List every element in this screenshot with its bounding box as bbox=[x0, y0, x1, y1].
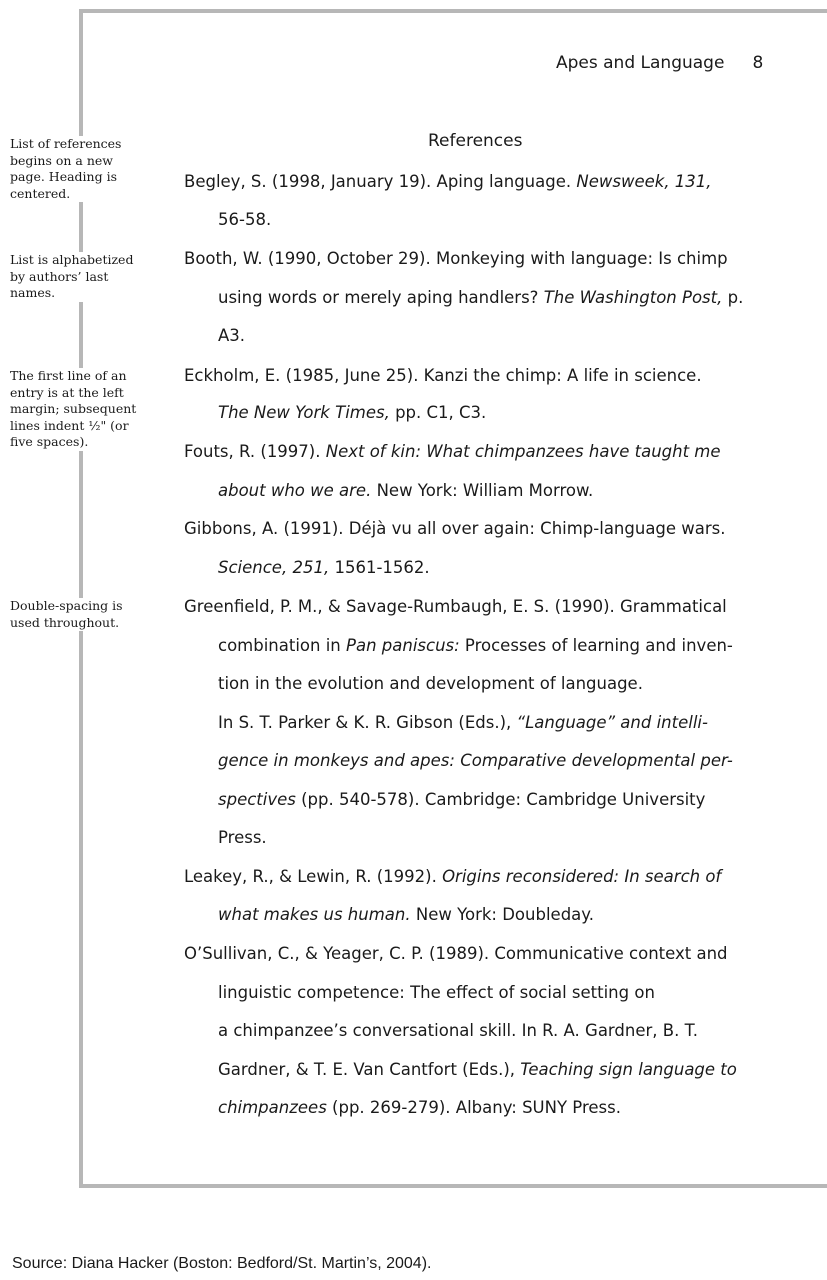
references-heading: References bbox=[428, 131, 523, 151]
entry-osullivan-line-1: O’Sullivan, C., & Yeager, C. P. (1989). Communicative context and bbox=[184, 944, 728, 963]
entry-begley-line-2: 56-58. bbox=[218, 210, 272, 229]
entry-booth-line-2: using words or merely aping handlers? The Washington Post, p. bbox=[218, 288, 744, 307]
entry-gibbons-line-1: Gibbons, A. (1991). Déjà vu all over again: Chimp-language wars. bbox=[184, 519, 726, 538]
entry-booth-line-3: A3. bbox=[218, 326, 246, 345]
margin-note-indent: The first line of an entry is at the left margin; subsequent lines indent ½" (or five spaces). bbox=[10, 368, 140, 451]
source-caption: Source: Diana Hacker (Boston: Bedford/St. Martin’s, 2004). bbox=[12, 1255, 432, 1272]
entry-greenfield-line-1: Greenfield, P. M., & Savage-Rumbaugh, E. S. (1990). Grammatical bbox=[184, 597, 727, 616]
page-number: 8 bbox=[752, 53, 764, 73]
running-head-title: Apes and Language bbox=[556, 53, 725, 73]
entry-gibbons-line-2: Science, 251, 1561-1562. bbox=[218, 558, 430, 577]
entry-eckholm-line-2: The New York Times, pp. C1, C3. bbox=[218, 403, 487, 422]
entry-osullivan-line-4: Gardner, & T. E. Van Cantfort (Eds.), Teaching sign language to bbox=[218, 1060, 737, 1079]
margin-note-heading: List of references begins on a new page. Heading is centered. bbox=[10, 136, 140, 202]
entry-fouts-line-1: Fouts, R. (1997). Next of kin: What chimpanzees have taught me bbox=[184, 442, 721, 461]
entry-eckholm-line-1: Eckholm, E. (1985, June 25). Kanzi the chimp: A life in science. bbox=[184, 366, 702, 385]
entry-greenfield-line-6: spectives (pp. 540-578). Cambridge: Cambridge University bbox=[218, 790, 706, 809]
running-head bbox=[556, 53, 763, 73]
entry-begley-line-1: Begley, S. (1998, January 19). Aping language. Newsweek, 131, bbox=[184, 172, 712, 191]
entry-osullivan-line-5: chimpanzees (pp. 269-279). Albany: SUNY Press. bbox=[218, 1098, 621, 1117]
entry-fouts-line-2: about who we are. New York: William Morrow. bbox=[218, 481, 594, 500]
entry-leakey-line-2: what makes us human. New York: Doubleday. bbox=[218, 905, 594, 924]
entry-greenfield-line-2: combination in Pan paniscus: Processes of learning and inven- bbox=[218, 636, 733, 655]
entry-greenfield-line-5: gence in monkeys and apes: Comparative developmental per- bbox=[218, 751, 733, 770]
entry-greenfield-line-7: Press. bbox=[218, 828, 267, 847]
margin-note-double-spacing: Double-spacing is used throughout. bbox=[10, 598, 140, 631]
entry-greenfield-line-4: In S. T. Parker & K. R. Gibson (Eds.), “Language” and intelli- bbox=[218, 713, 708, 732]
entry-leakey-line-1: Leakey, R., & Lewin, R. (1992). Origins reconsidered: In search of bbox=[184, 867, 722, 886]
entry-booth-line-1: Booth, W. (1990, October 29). Monkeying with language: Is chimp bbox=[184, 249, 728, 268]
entry-osullivan-line-2: linguistic competence: The effect of social setting on bbox=[218, 983, 655, 1002]
entry-greenfield-line-3: tion in the evolution and development of language. bbox=[218, 674, 643, 693]
entry-osullivan-line-3: a chimpanzee’s conversational skill. In R. A. Gardner, B. T. bbox=[218, 1021, 698, 1040]
margin-note-alphabetized: List is alphabetized by authors’ last names. bbox=[10, 252, 140, 302]
